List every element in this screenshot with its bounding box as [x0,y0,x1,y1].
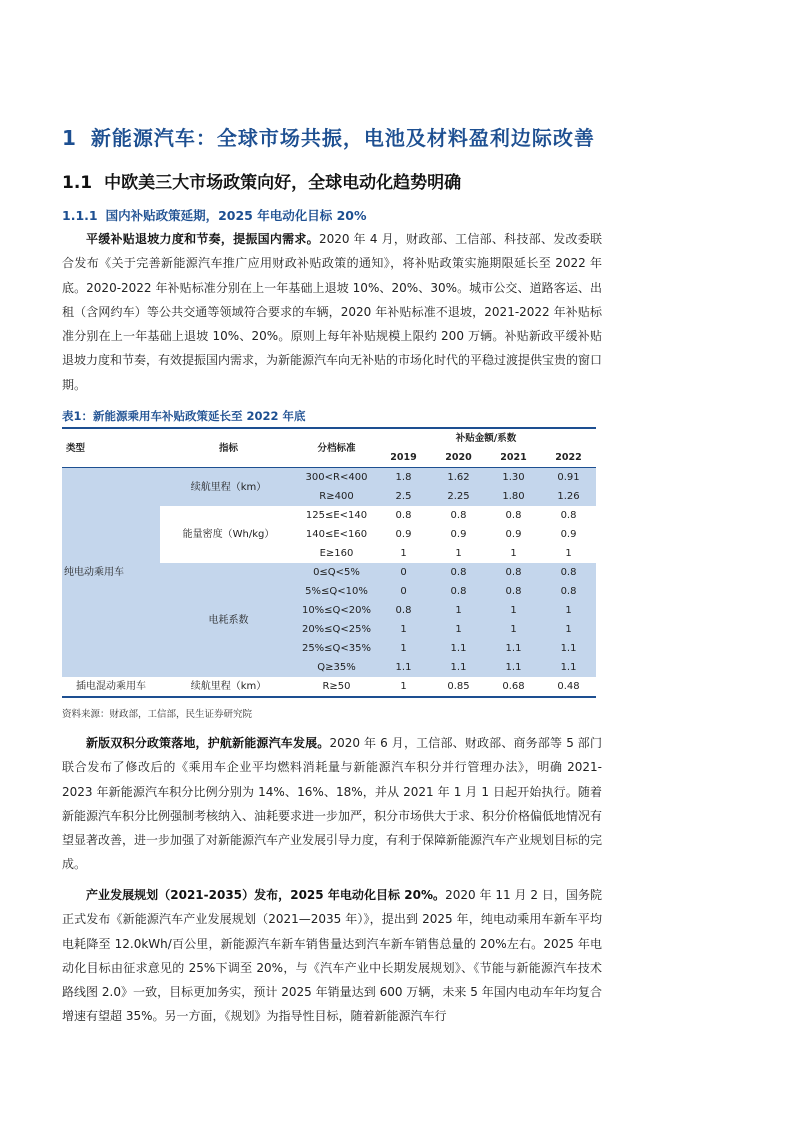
section-heading-1 [62,122,595,151]
table-cell: 0.8 [376,601,431,620]
section-heading-1-1-1 [62,206,367,224]
table-cell: 2.5 [376,487,431,506]
header-year: 2022 [541,448,596,468]
table-cell: 0.8 [431,506,486,525]
paragraph-dual-credit [62,731,602,877]
table-cell: 125≤E<140 [297,506,376,525]
header-metric: 指标 [160,428,297,468]
paragraph-industry-plan [62,883,602,1029]
paragraph-body: 2020 年 6 月，工信部、财政部、商务部等 5 部门联合发布了修改后的《乘用车企业平均燃料消耗量与新能源汽车积分并行管理办法》，明确 2021-2023 年新能源汽车积分比例分别为 14%、16%、18%，并从 2021 年 1 月 1 日起开始执行。随着新能源汽车积分比例强制考核纳入、油耗要求进一步加严，积分市场供大于求、积分价格偏低地情况有望显著改善，进一步加强了对新能源汽车产业发展引导力度，有利于保障新能源汽车产业规划目标的完成。 [62,736,603,872]
table-cell: R≥400 [297,487,376,506]
table-cell: 1.1 [541,639,596,658]
table-cell: 1.26 [541,487,596,506]
header-amount: 补贴金额/系数 [376,428,596,448]
paragraph-subsidy-policy [62,227,602,397]
table-cell: 0.68 [486,677,541,697]
table-cell: 1.1 [431,639,486,658]
header-year: 2021 [486,448,541,468]
section-title: 新能源汽车：全球市场共振，电池及材料盈利边际改善 [90,126,595,150]
type-bev: 纯电动乘用车 [62,468,160,678]
section-number: 1 [62,126,77,150]
table-cell: 0.9 [376,525,431,544]
table-cell: 0.8 [486,506,541,525]
table-cell: 1.1 [486,639,541,658]
table-cell: 1.8 [376,468,431,488]
table-cell: 1 [486,620,541,639]
table-cell: 1 [541,620,596,639]
table-cell: 0 [376,582,431,601]
table-cell: 0≤Q<5% [297,563,376,582]
table-cell: 140≤E<160 [297,525,376,544]
table-cell: 5%≤Q<10% [297,582,376,601]
table-cell: 1 [376,620,431,639]
table-cell: 1 [376,639,431,658]
table-cell: 0.8 [541,563,596,582]
table-cell: Q≥35% [297,658,376,677]
section-title: 国内补贴政策延期，2025 年电动化目标 20% [105,208,367,223]
header-year: 2019 [376,448,431,468]
metric-range: 续航里程（km） [160,468,297,507]
table-cell: 1 [431,601,486,620]
header-type: 类型 [62,428,160,468]
table-cell: 300<R<400 [297,468,376,488]
table-cell: 1.62 [431,468,486,488]
table-cell: 0.48 [541,677,596,697]
table-cell: 0.8 [541,506,596,525]
table-cell: 0.8 [486,563,541,582]
table-cell: 1.1 [486,658,541,677]
table-cell: 25%≤Q<35% [297,639,376,658]
table-cell: R≥50 [297,677,376,697]
header-year: 2020 [431,448,486,468]
table-cell: 1.80 [486,487,541,506]
paragraph-body: 2020 年 4 月，财政部、工信部、科技部、发改委联合发布《关于完善新能源汽车推广应用财政补贴政策的通知》，将补贴政策实施期限延长至 2022 年底。2020-2022 年补贴标准分别在上一年基础上退坡 10%、20%、30%。城市公交、道路客运、出租（含网约车）等公共交通等领域符合要求的车辆，2020 年补贴标准不退坡，2021-2022 年补贴标准分别在上一年基础上退坡 10%、20%。原则上每年补贴规模上限约 200 万辆。补贴新政平缓补贴退坡力度和节奏，有效提振国内需求，为新能源汽车向无补贴的市场化时代的平稳过渡提供宝贵的窗口期。 [62,232,603,392]
table-cell: 0 [376,563,431,582]
table-source: 资料来源：财政部，工信部，民生证券研究院 [62,709,253,720]
table-cell: 0.8 [486,582,541,601]
table-cell: 1.1 [376,658,431,677]
paragraph-lead: 新版双积分政策落地，护航新能源汽车发展。 [86,736,330,750]
table-caption: 表1：新能源乘用车补贴政策延长至 2022 年底 [62,409,306,423]
table-cell: 1 [376,677,431,697]
paragraph-lead: 产业发展规划（2021-2035）发布，2025 年电动化目标 20%。 [86,888,446,902]
table-cell: 1 [431,620,486,639]
section-heading-1-1 [62,168,461,193]
section-number: 1.1 [62,173,93,193]
table-cell: 0.9 [431,525,486,544]
section-number: 1.1.1 [62,208,98,223]
table-cell: 1.1 [431,658,486,677]
metric-density: 能量密度（Wh/kg） [160,506,297,563]
type-phev: 插电混动乘用车 [62,677,160,697]
table-cell: 1.1 [541,658,596,677]
table-cell: 1 [486,601,541,620]
table-cell: 0.9 [486,525,541,544]
table-cell: 1.30 [486,468,541,488]
table-cell: 0.85 [431,677,486,697]
table-cell: 1 [376,544,431,563]
table-cell: 1 [541,601,596,620]
table-cell: 10%≤Q<20% [297,601,376,620]
table-cell: 0.8 [431,582,486,601]
table-cell: 0.9 [541,525,596,544]
table-cell: 1 [541,544,596,563]
table-cell: 0.8 [376,506,431,525]
table-cell: E≥160 [297,544,376,563]
section-title: 中欧美三大市场政策向好，全球电动化趋势明确 [104,173,462,193]
header-standard: 分档标准 [297,428,376,468]
paragraph-lead: 平缓补贴退坡力度和节奏，提振国内需求。 [86,232,319,246]
subsidy-table [62,427,596,698]
table-cell: 0.8 [541,582,596,601]
metric-consumption: 电耗系数 [160,563,297,677]
table-cell: 1 [431,544,486,563]
table-cell: 20%≤Q<25% [297,620,376,639]
metric-range: 续航里程（km） [160,677,297,697]
table-cell: 1 [486,544,541,563]
paragraph-body: 2020 年 11 月 2 日，国务院正式发布《新能源汽车产业发展规划（2021—2035 年）》，提出到 2025 年，纯电动乘用车新车平均电耗降至 12.0kWh/百公里，新能源汽车新车销售量达到汽车新车销售总量的 20%左右。2025 年电动化目标由征求意见的 25%下调至 20%，与《汽车产业中长期发展规划》、《节能与新能源汽车技术路线图 2.0》一致，目标更加务实，预计 2025 年销量达到 600 万辆，未来 5 年国内电动车年均复合增速有望超 35%。另一方面，《规划》为指导性目标，随着新能源汽车行 [62,888,602,1024]
table-cell: 0.8 [431,563,486,582]
table-cell: 0.91 [541,468,596,488]
table-cell: 2.25 [431,487,486,506]
